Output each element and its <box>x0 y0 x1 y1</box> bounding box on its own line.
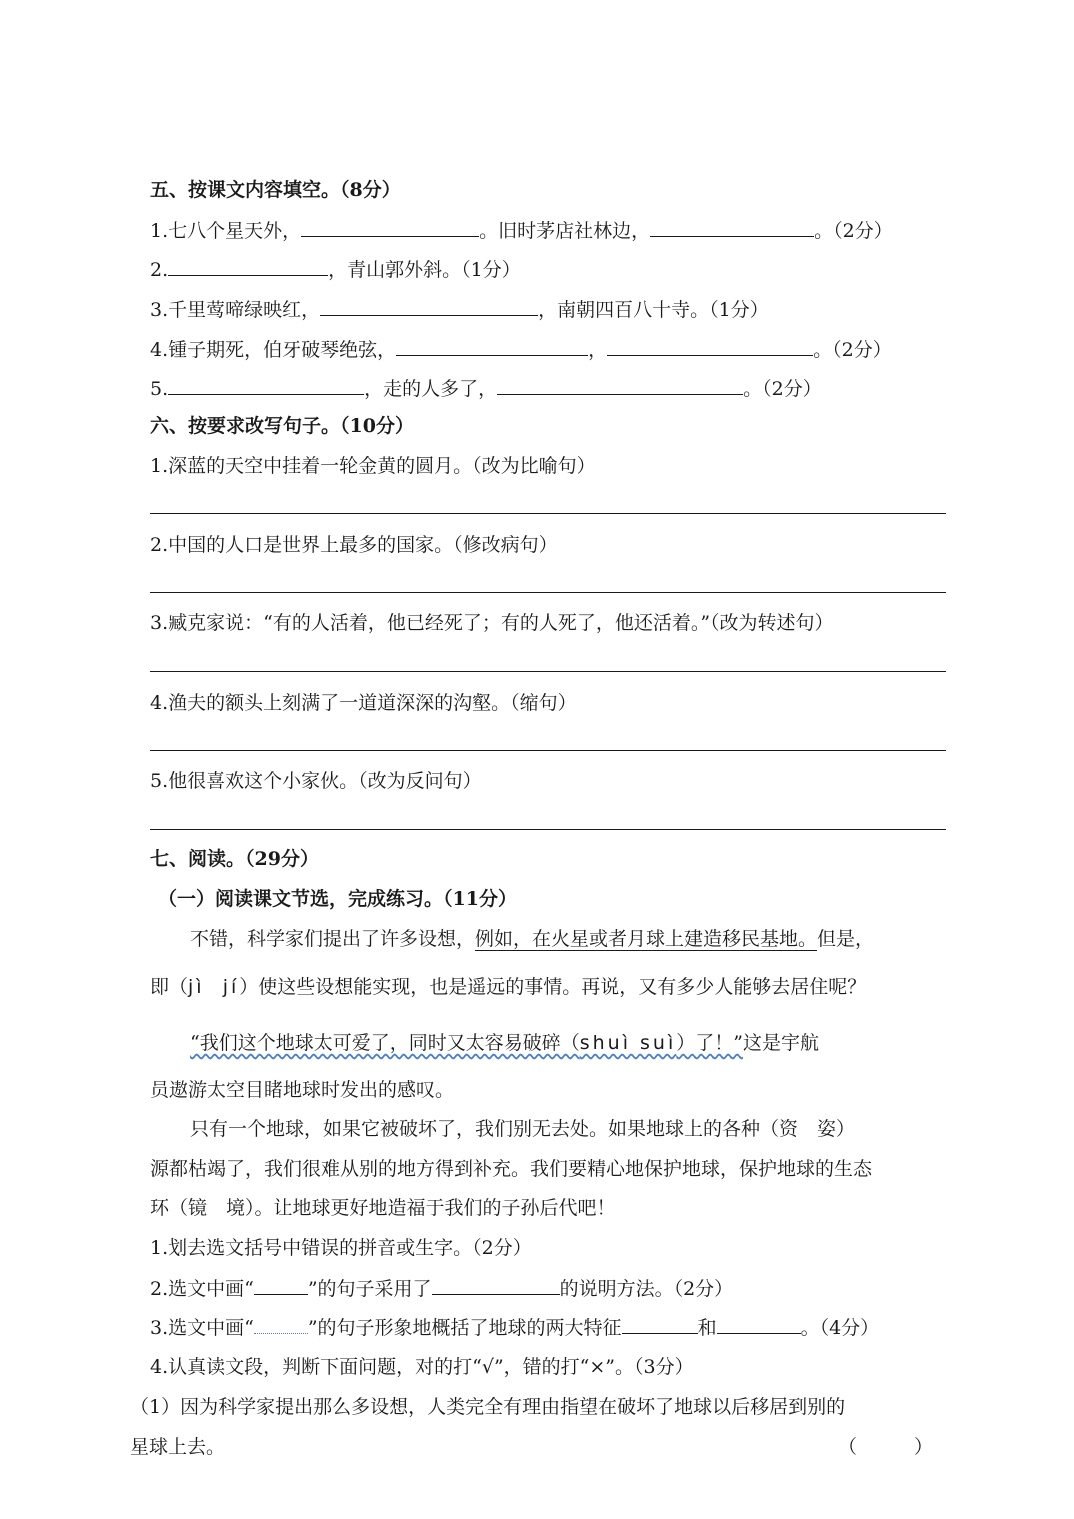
s6-item-1: 1.深蓝的天空中挂着一轮金黄的圆月。（改为比喻句） <box>150 455 596 477</box>
s5-q2-text-a: 2. <box>150 259 169 281</box>
s5-q3-text-b: ，南朝四百八十寺。（1分） <box>538 299 769 321</box>
passage-line-6: 源都枯竭了，我们很难从别的地方得到补充。我们要精心地保护地球，保护地球的生态 <box>150 1158 873 1180</box>
s7-q4-1-line-1: （1）因为科学家提出那么多设想，人类完全有理由指望在破坏了地球以后移居到别的 <box>130 1396 846 1418</box>
wavy-sentence-a: “我们这个地球太可爱了，同时又太容易破碎（ <box>190 1032 580 1054</box>
passage-line-2 <box>150 975 866 999</box>
s7-q1: 1.划去选文括号中错误的拼音或生字。（2分） <box>150 1237 532 1259</box>
s7-q4-1-line-2: 星球上去。 <box>130 1436 226 1458</box>
s7-q2 <box>150 1276 733 1301</box>
s5-q2 <box>150 257 521 282</box>
s5-q4 <box>150 337 892 362</box>
passage-line-1-b: 但是， <box>817 928 875 950</box>
s5-q5-text-a: 5. <box>150 378 169 400</box>
s6-answer-line-5[interactable] <box>150 829 946 830</box>
s7-q2-text-a: 2.选文中画“ <box>150 1278 254 1300</box>
s6-item-2: 2.中国的人口是世界上最多的国家。（修改病句） <box>150 534 558 556</box>
s5-q1-blank-2[interactable] <box>650 218 814 237</box>
s7-q4-1-answer-paren[interactable]: （ ） <box>838 1436 934 1458</box>
s7-q3-blank-2[interactable] <box>717 1315 801 1334</box>
s5-q1-text-a: 1.七八个星天外， <box>150 220 302 242</box>
s7-q3-wavy-sample <box>254 1315 308 1334</box>
passage-line-3 <box>190 1031 819 1055</box>
passage-line-5: 只有一个地球，如果它被破坏了，我们别无去处。如果地球上的各种（资 姿） <box>190 1118 856 1140</box>
s5-q4-blank-2[interactable] <box>607 337 813 356</box>
s5-q5 <box>150 376 822 401</box>
s5-q2-blank-1[interactable] <box>168 257 328 276</box>
s7-q2-blank[interactable] <box>432 1276 560 1295</box>
s7-q2-mark-sample <box>254 1276 308 1295</box>
section-6-heading: 六、按要求改写句子。（10分） <box>150 415 414 437</box>
s5-q1-text-b: 。旧时茅店社林边， <box>479 220 651 242</box>
s5-q4-text-c: 。（2分） <box>813 339 892 361</box>
s5-q4-blank-1[interactable] <box>396 337 588 356</box>
passage-line-2-a: 即（ <box>150 976 189 998</box>
s5-q3-text-a: 3.千里莺啼绿映红， <box>150 299 321 321</box>
s7-q2-text-b: ”的句子采用了 <box>307 1278 432 1300</box>
passage-line-4: 员遨游太空目睹地球时发出的感叹。 <box>150 1079 455 1101</box>
s7-q3-text-d: 。（4分） <box>800 1317 880 1339</box>
pinyin-ji-2: jí <box>222 976 240 998</box>
s5-q1 <box>150 218 893 243</box>
s6-answer-line-1[interactable] <box>150 513 946 514</box>
s7-q3-text-c: 和 <box>697 1317 717 1339</box>
s7-q3 <box>150 1315 879 1340</box>
s5-q2-text-b: ，青山郭外斜。（1分） <box>328 259 521 281</box>
s7-q3-text-b: ”的句子形象地概括了地球的两大特征 <box>307 1317 622 1339</box>
s5-q5-blank-2[interactable] <box>497 376 743 395</box>
passage-line-2-b: ）使这些设想能实现，也是遥远的事情。再说，又有多少人能够去居住呢？ <box>239 976 867 998</box>
section-7-heading: 七、阅读。（29分） <box>150 848 319 870</box>
s5-q3 <box>150 297 769 322</box>
section-7-sub-heading: （一）阅读课文节选，完成练习。（11分） <box>158 888 517 910</box>
passage-line-3-b: 这是宇航 <box>742 1032 819 1054</box>
passage-line-1-a: 不错，科学家们提出了许多设想， <box>190 928 476 950</box>
s5-q4-text-a: 4.锺子期死，伯牙破琴绝弦， <box>150 339 397 361</box>
pinyin-ji-4: jì <box>188 976 205 998</box>
passage-line-7: 环（镜 境）。让地球更好地造福于我们的子孙后代吧！ <box>150 1197 616 1219</box>
s6-answer-line-3[interactable] <box>150 671 946 672</box>
s5-q1-text-c: 。（2分） <box>814 220 893 242</box>
s6-answer-line-4[interactable] <box>150 750 946 751</box>
s5-q1-blank-1[interactable] <box>301 218 479 237</box>
pinyin-sui: shuì suì <box>579 1032 677 1054</box>
s5-q5-text-c: 。（2分） <box>743 378 822 400</box>
s7-q3-text-a: 3.选文中画“ <box>150 1317 254 1339</box>
s6-answer-line-2[interactable] <box>150 592 946 593</box>
section-5-heading: 五、按课文内容填空。（8分） <box>150 179 401 201</box>
underlined-sentence: 例如，在火星或者月球上建造移民基地。 <box>475 928 818 950</box>
passage-line-1 <box>190 927 874 951</box>
wavy-sentence-b: ）了！” <box>676 1032 743 1054</box>
s5-q4-text-b: ， <box>588 339 608 361</box>
s5-q5-blank-1[interactable] <box>168 376 364 395</box>
s5-q3-blank-1[interactable] <box>320 297 538 316</box>
s7-q3-blank-1[interactable] <box>622 1315 698 1334</box>
s7-q2-text-c: 的说明方法。（2分） <box>559 1278 734 1300</box>
s7-q4: 4.认真读文段，判断下面问题，对的打“√”，错的打“×”。（3分） <box>150 1356 694 1378</box>
s6-item-5: 5.他很喜欢这个小家伙。（改为反问句） <box>150 770 482 792</box>
s5-q5-text-b: ，走的人多了， <box>364 378 498 400</box>
s6-item-4: 4.渔夫的额头上刻满了一道道深深的沟壑。（缩句） <box>150 692 577 714</box>
s6-item-3: 3.臧克家说：“有的人活着，他已经死了；有的人死了，他还活着。”（改为转述句） <box>150 612 834 634</box>
